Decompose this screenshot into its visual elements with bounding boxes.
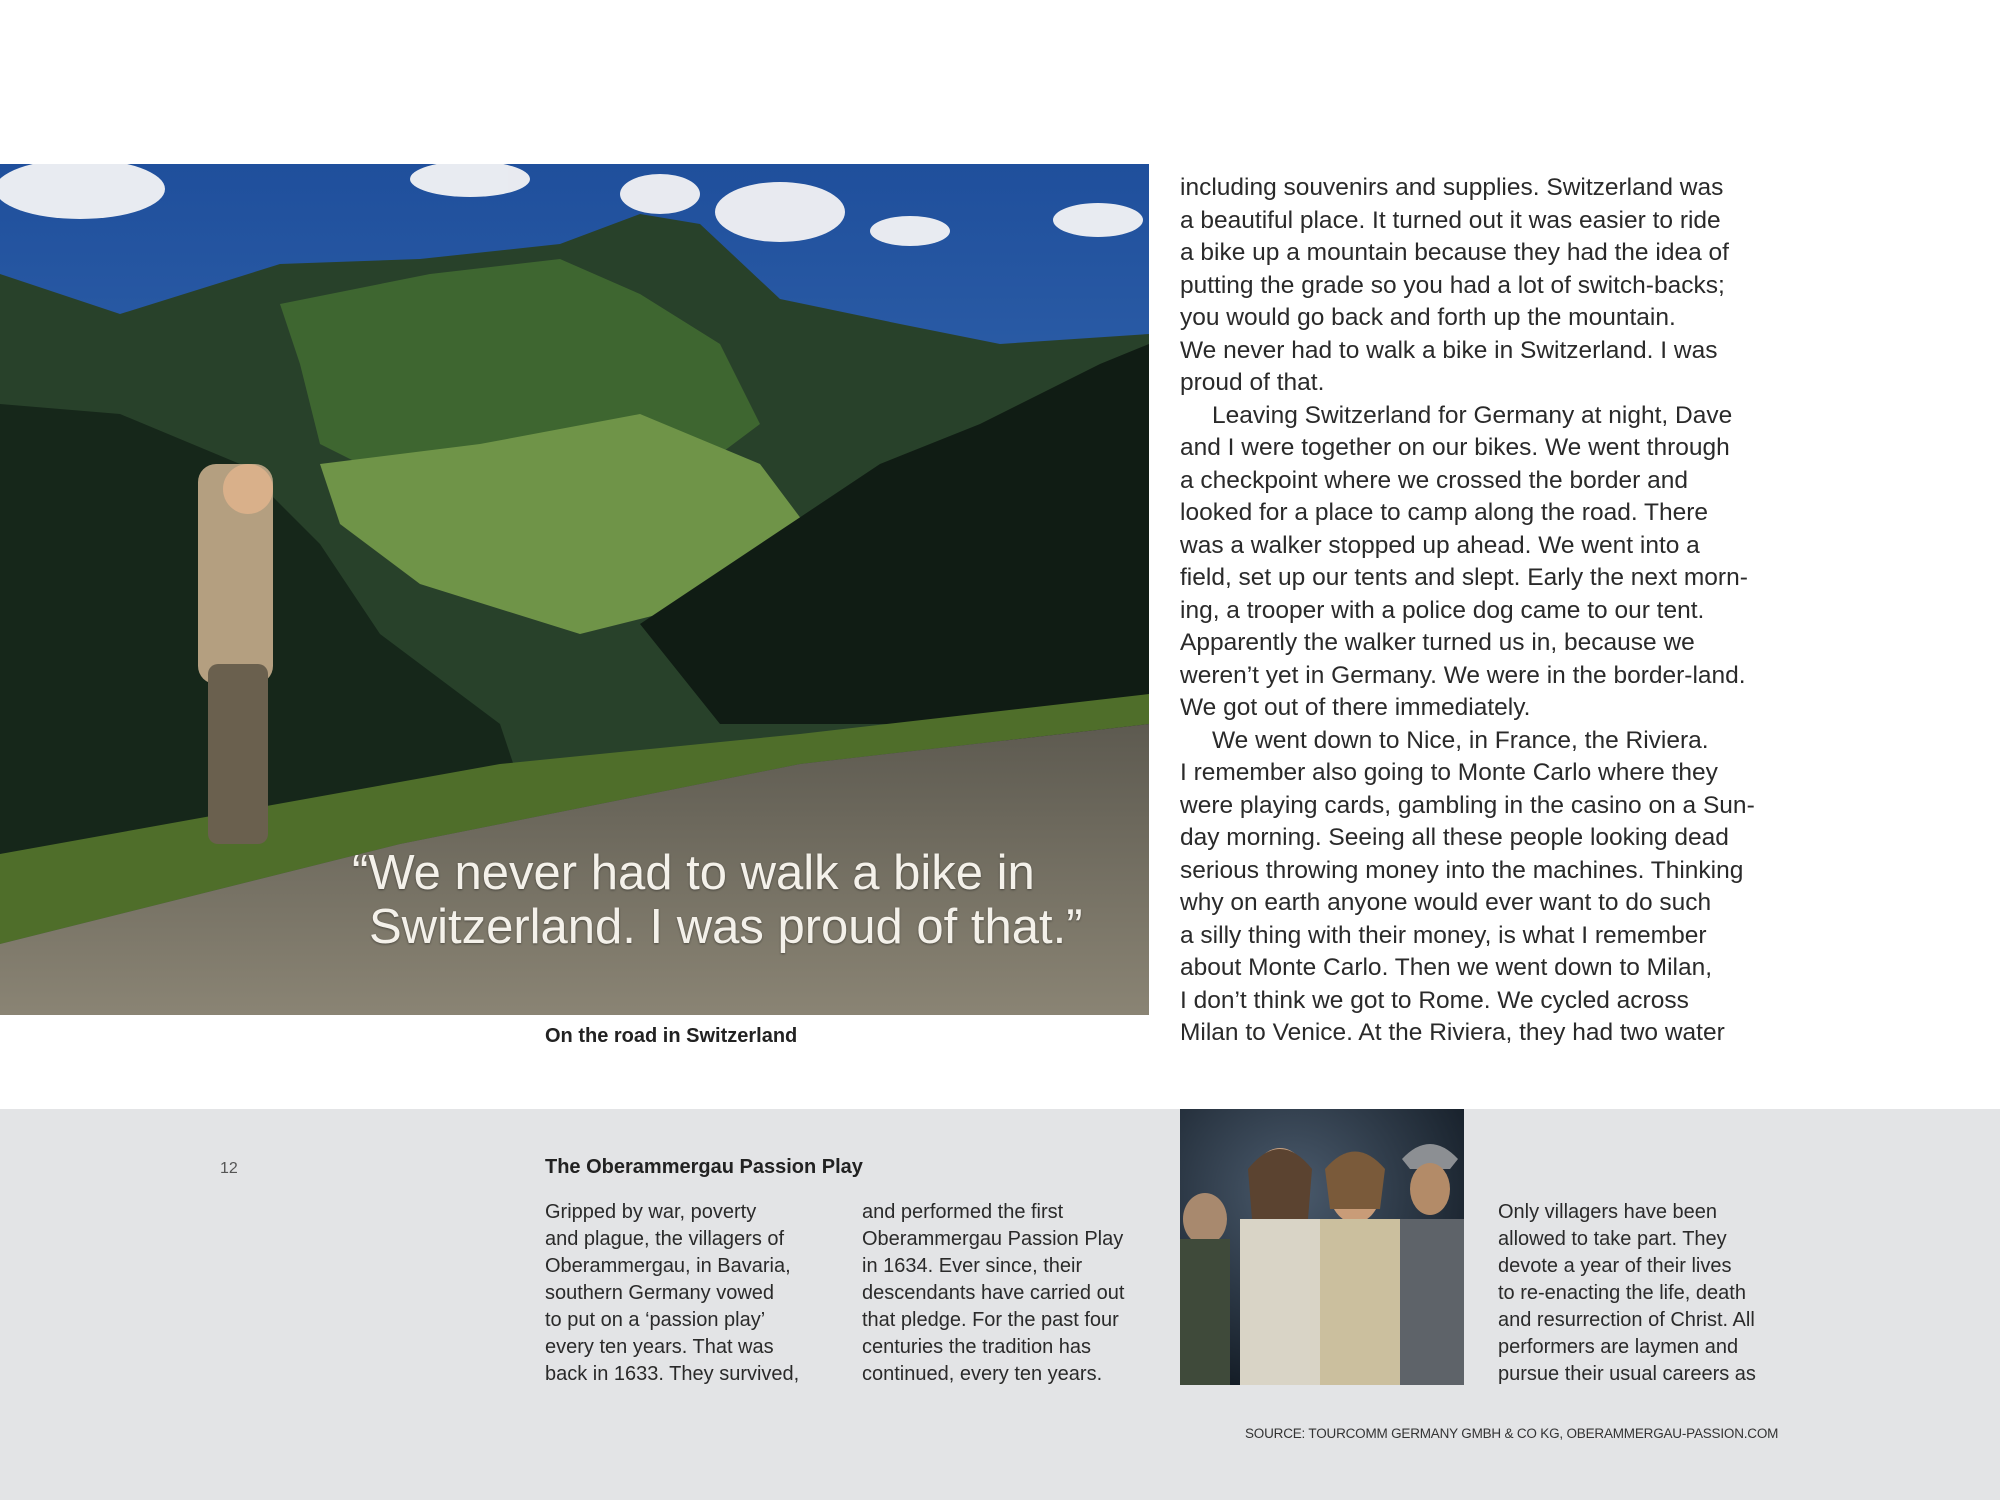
sidebar-line: Only villagers have been: [1498, 1201, 1718, 1223]
sidebar-line: Gripped by war, poverty: [545, 1201, 757, 1223]
sidebar-line: Oberammergau Passion Play: [862, 1228, 1124, 1250]
sidebar-line: pursue their usual careers as: [1498, 1363, 1756, 1385]
body-line: why on earth anyone would ever want to do such: [1180, 889, 1712, 916]
sidebar-line: descendants have carried out: [862, 1282, 1125, 1304]
sidebar-line: centuries the tradition has: [862, 1336, 1092, 1358]
body-line: We went down to Nice, in France, the Riviera.: [1212, 726, 1709, 754]
sidebar-line: continued, every ten years.: [862, 1363, 1103, 1385]
photo-caption: On the road in Switzerland: [545, 1025, 798, 1047]
body-line: and I were together on our bikes. We went through: [1180, 434, 1730, 461]
body-line: a silly thing with their money, is what I remember: [1180, 921, 1707, 949]
body-line: Leaving Switzerland for Germany at night, Dave: [1212, 401, 1733, 429]
sidebar-line: in 1634. Ever since, their: [862, 1255, 1083, 1277]
body-line: were playing cards, gambling in the casino on a Sun-: [1180, 791, 1755, 819]
sidebar-title: The Oberammergau Passion Play: [545, 1156, 863, 1178]
body-line: Apparently the walker turned us in, because we: [1180, 629, 1695, 656]
sidebar-line: and performed the first: [862, 1201, 1064, 1223]
body-line: putting the grade so you had a lot of switch-backs;: [1180, 271, 1725, 299]
body-line: I remember also going to Monte Carlo where they: [1180, 759, 1718, 786]
body-line: looked for a place to camp along the road. There: [1180, 499, 1708, 526]
sidebar-line: and resurrection of Christ. All: [1498, 1309, 1755, 1331]
body-line: field, set up our tents and slept. Early the next morn-: [1180, 564, 1748, 591]
source-credit: SOURCE: TOURCOMM GERMANY GMBH & CO KG, OBERAMMERGAU-PASSION.COM: [1245, 1426, 1779, 1441]
sidebar-line: that pledge. For the past four: [862, 1309, 1119, 1331]
page-number: 12: [220, 1160, 238, 1177]
body-line: about Monte Carlo. Then we went down to Milan,: [1180, 954, 1713, 981]
body-line: proud of that.: [1180, 369, 1325, 396]
sidebar-line: to put on a ‘passion play’: [545, 1309, 766, 1331]
sidebar-line: devote a year of their lives: [1498, 1255, 1732, 1277]
sidebar-line: allowed to take part. They: [1498, 1228, 1727, 1250]
body-line: a bike up a mountain because they had the idea of: [1180, 239, 1729, 266]
body-line: We never had to walk a bike in Switzerland. I was: [1180, 336, 1718, 364]
sidebar-line: Oberammergau, in Bavaria,: [545, 1255, 791, 1277]
sidebar-line: back in 1633. They survived,: [545, 1363, 800, 1385]
pull-quote: [352, 846, 1112, 954]
body-line: a checkpoint where we crossed the border and: [1180, 466, 1688, 494]
body-line: was a walker stopped up ahead. We went into a: [1180, 531, 1700, 559]
sidebar-line: to re-enacting the life, death: [1498, 1282, 1746, 1304]
body-line: including souvenirs and supplies. Switzerland was: [1180, 174, 1724, 201]
sidebar-line: performers are laymen and: [1498, 1336, 1739, 1358]
body-line: We got out of there immediately.: [1180, 694, 1531, 721]
body-line: ing, a trooper with a police dog came to our tent.: [1180, 596, 1705, 624]
sidebar-column-3: [1498, 1199, 1756, 1388]
body-line: you would go back and forth up the mountain.: [1180, 304, 1676, 331]
body-line: weren’t yet in Germany. We were in the border-land.: [1180, 661, 1746, 689]
sidebar-line: southern Germany vowed: [545, 1282, 775, 1304]
pull-quote-line: Switzerland. I was proud of that.”: [369, 900, 1083, 954]
story-body-text: [1180, 172, 1805, 1050]
body-line: a beautiful place. It turned out it was easier to ride: [1180, 206, 1721, 234]
sidebar-line: and plague, the villagers of: [545, 1228, 785, 1250]
body-line: Milan to Venice. At the Riviera, they had two water: [1180, 1019, 1725, 1046]
passion-play-photo: [1180, 1109, 1464, 1385]
sidebar-line: every ten years. That was: [545, 1336, 774, 1358]
body-line: day morning. Seeing all these people looking dead: [1180, 824, 1729, 851]
sidebar-column-1: [545, 1199, 799, 1388]
pull-quote-line: “We never had to walk a bike in: [352, 846, 1035, 900]
body-line: I don’t think we got to Rome. We cycled across: [1180, 986, 1689, 1014]
body-line: serious throwing money into the machines. Thinking: [1180, 856, 1744, 884]
sidebar-column-2: [862, 1199, 1124, 1388]
